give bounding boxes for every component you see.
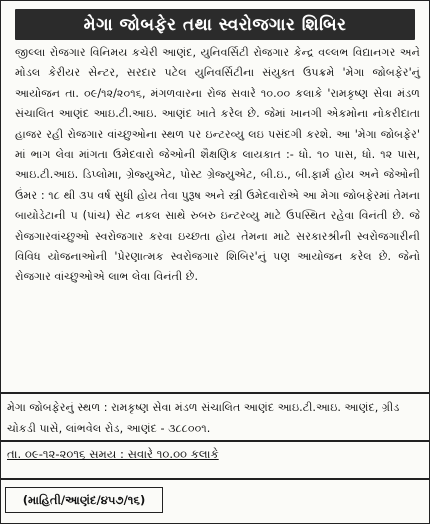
venue-label: મેગા જોબફેરનું સ્થળ :	[7, 401, 108, 414]
notice-headline: મેગા જોબફેર તથા સ્વરોજગાર શિબિર	[15, 9, 415, 40]
venue-block	[7, 397, 425, 439]
reference-code: (માહિતી/આણંદ/૪૫૭/૧૬)	[5, 487, 163, 513]
divider-top	[1, 392, 429, 394]
divider-bottom	[1, 478, 429, 480]
venue-address: રામકૃષ્ણ સેવા મંડળ સંચાલિત આણંદ આઇ.ટી.આઇ. આણંદ, ગ્રીડ ચોકડી પાસે, લાંભવેલ રોડ, આણંદ - ૩૮૮૦૦૧.	[7, 401, 400, 435]
event-date-time: તા. ૦૯-૧૨-૨૦૧૬ સમય : સવારે ૧૦.૦૦ કલાકે	[7, 447, 219, 461]
notice-body: જીલ્લા રોજગાર વિનિમય કચેરી આણંદ, યુનિવર્સિટી રોજગાર કેન્દ્ર વલ્લભ વિદ્યાનગર અને મોડલ કેરીયર સેન્ટર, સરદાર પટેલ યુનિવર્સિટીના સંયુક્ત ઉપક્રમે 'મેગા જોબફેર'નું આયોજન તા. ૦૯/૧૨/૨૦૧૬, મંગળવારના રોજ સવારે ૧૦.૦૦ કલાકે 'રામકૃષ્ણ સેવા મંડળ સંચાલિત આણંદ આઇ.ટી.આઇ. આણંદ ખાતે કરેલ છે. જેમાં ખાનગી એકમોના નોકરીદાતા હાજર રહી રોજગાર વાંચ્છુઓના સ્થળ પર ઇન્ટરવ્યુ લઇ પસંદગી કરશે. આ 'મેગા જોબફેર' માં ભાગ લેવા માંગતા ઉમેદવારો જેઓની શૈક્ષણિક લાયકાત :- ધો. ૧૦ પાસ, ધો. ૧૨ પાસ, આઇ.ટી.આઇ. ડિપ્લોમા, ગ્રેજ્યુએટ, પોસ્ટ ગ્રેજ્યુએટ, બી.ઇ., બી.ફાર્મ હોય અને જેઓની ઉંમર : ૧૮ થી ૩૫ વર્ષ સુધી હોય તેવા પુરૂષ અને સ્ત્રી ઉમેદવારોએ આ મેગા જોબફેરમાં તેમના બાયોડેટાની ૫ (પાંચ) સેટ નકલ સાથે રુબરુ ઇન્ટરવ્યુ માટે ઉપસ્થિત રહેવા વિનંતી છે. જે રોજગારવાંચ્છુઓ સ્વરોજગાર કરવા ઇચ્છતા હોય તેમના માટે સરકારશ્રીની સ્વરોજગારીની વિવિધ યોજનાઓની 'પ્રેરણાત્મક સ્વરોજગાર શિબિર'નું પણ આયોજન કરેલ છે. જેનો રોજગાર વાંચ્છુઓએ લાભ લેવા વિનંતી છે.	[15, 46, 420, 284]
divider-middle	[1, 440, 429, 442]
datetime-line	[7, 445, 425, 463]
